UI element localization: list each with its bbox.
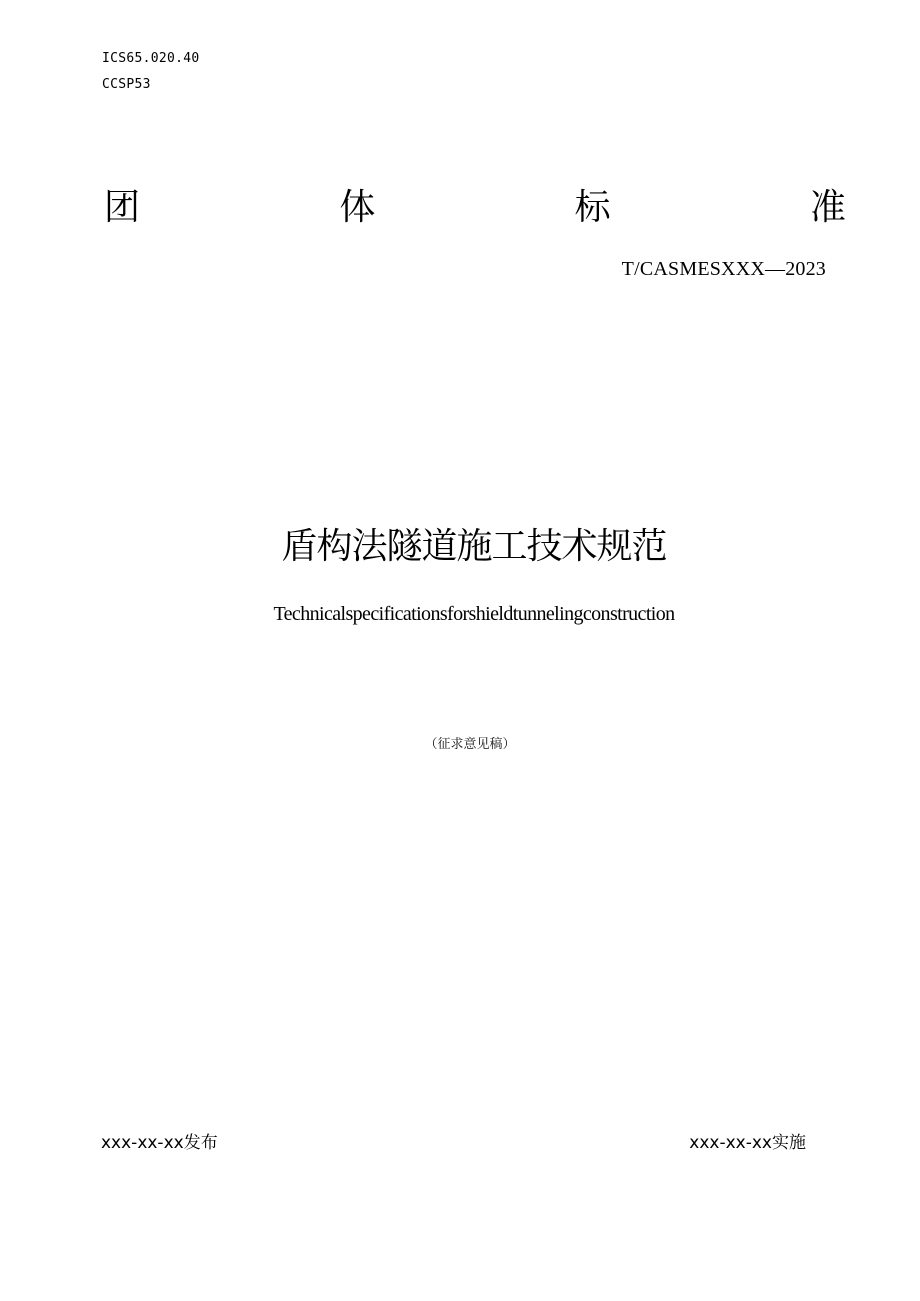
implement-date: xxx-xx-xx实施: [689, 1133, 806, 1153]
classification-codes: [102, 46, 200, 98]
ccs-code: CCSP53: [102, 77, 151, 92]
document-title-en: Technicalspecificationsforshieldtunnelingconstruction: [273, 603, 675, 625]
standard-type-char: 标: [574, 187, 611, 228]
standard-type-char: 体: [339, 187, 376, 228]
standard-type-char: 团: [104, 187, 141, 228]
standard-type-heading: [104, 186, 846, 230]
standard-number: T/CASMESXXX—2023: [621, 258, 826, 280]
standard-type-char: 准: [809, 187, 846, 228]
document-title-zh: 盾构法隧道施工技术规范: [281, 526, 667, 567]
publish-date: xxx-xx-xx发布: [101, 1133, 218, 1153]
ics-code: ICS65.020.40: [102, 51, 200, 66]
draft-status: （征求意见稿）: [424, 737, 516, 752]
